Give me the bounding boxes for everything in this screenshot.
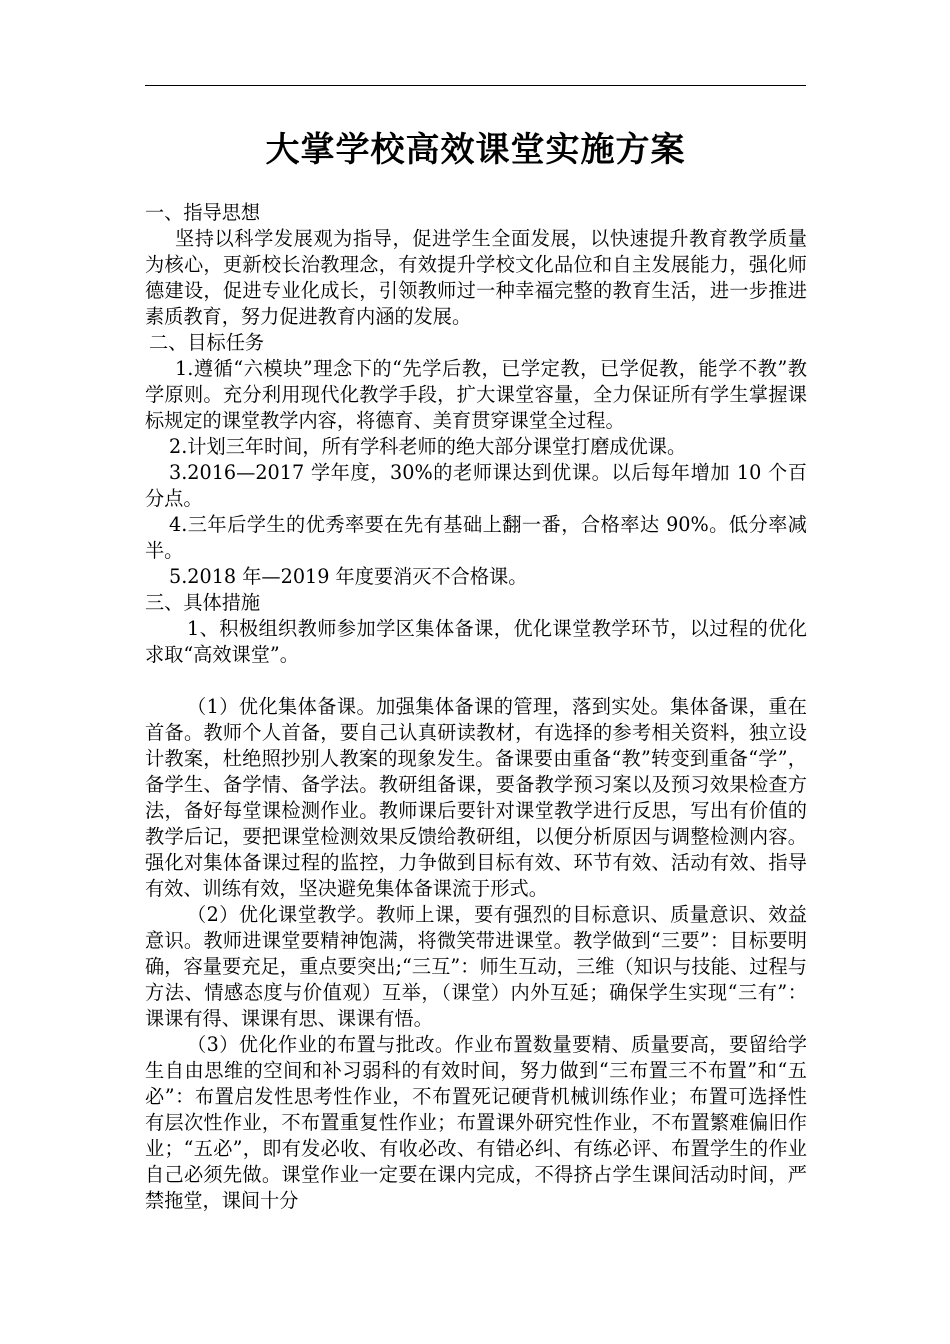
goal-item-4: 4.三年后学生的优秀率要在先有基础上翻一番，合格率达 90%。低分率减半。 bbox=[145, 513, 807, 562]
paragraph-guiding-ideology: 坚持以科学发展观为指导，促进学生全面发展，以快速提升教育教学质量为核心，更新校长治教理念，有效提升学校文化品位和自主发展能力，强化师德建设，促进专业化成长，引领教师过一种幸福完整的教育生活，进一步推进素质教育，努力促进教育内涵的发展。 bbox=[145, 227, 807, 328]
document-title: 大掌学校高效课堂实施方案 bbox=[265, 130, 686, 170]
goal-item-3: 3.2016—2017 学年度，30%的老师课达到优课。以后每年增加 10 个百分点。 bbox=[145, 461, 807, 510]
measure-subitem-1: （1）优化集体备课。加强集体备课的管理，落到实处。集体备课，重在首备。教师个人首备，要自己认真研读教材，有选择的参考相关资料，独立设计教案，杜绝照抄别人教案的现象发生。备课要由重备“教”转变到重备“学”，备学生、备学情、备学法。教研组备课，要备教学预习案以及预习效果检查方法，备好每堂课检测作业。教师课后要针对课堂教学进行反思，写出有价值的教学后记，要把课堂检测效果反馈给教研组，以便分析原因与调整检测内容。强化对集体备课过程的监控，力争做到目标有效、环节有效、活动有效、指导有效、训练有效，坚决避免集体备课流于形式。 bbox=[145, 695, 807, 900]
goal-item-5: 5.2018 年—2019 年度要消灭不合格课。 bbox=[169, 565, 528, 588]
section-heading-goals: 二、目标任务 bbox=[149, 331, 265, 354]
measure-subitem-2: （2）优化课堂教学。教师上课，要有强烈的目标意识、质量意识、效益意识。教师进课堂要精神饱满，将微笑带进课堂。教学做到“三要”：目标要明确，容量要充足，重点要突出;“三互”：师生互动，三维（知识与技能、过程与方法、情感态度与价值观）互举，（课堂）内外互延；确保学生实现“三有”：课课有得、课课有思、课课有悟。 bbox=[145, 903, 807, 1030]
section-heading-measures: 三、具体措施 bbox=[145, 591, 261, 614]
header-rule bbox=[145, 85, 806, 86]
goal-item-2: 2.计划三年时间，所有学科老师的绝大部分课堂打磨成优课。 bbox=[169, 435, 687, 458]
document-body bbox=[145, 200, 807, 1214]
goal-item-1: 1.遵循“六模块”理念下的“先学后教，已学定教，已学促教，能学不教”教学原则。充分利用现代化教学手段，扩大课堂容量，全力保证所有学生掌握课标规定的课堂教学内容，将德育、美育贯穿课堂全过程。 bbox=[145, 357, 807, 432]
measure-subitem-3: （3）优化作业的布置与批改。作业布置数量要精、质量要高，要留给学生自由思维的空间和补习弱科的有效时间，努力做到“三布置三不布置”和“五必”：布置启发性思考性作业，不布置死记硬背机械训练作业；布置可选择性有层次性作业，不布置重复性作业；布置课外研究性作业，不布置繁难偏旧作业；“五必”，即有发必收、有收必改、有错必纠、有练必评、布置学生的作业自己必须先做。课堂作业一定要在课内完成，不得挤占学生课间活动时间，严禁拖堂，课间十分 bbox=[145, 1033, 807, 1212]
blank-line bbox=[145, 668, 807, 694]
measure-item-1: 1、积极组织教师参加学区集体备课，优化课堂教学环节，以过程的优化求取“高效课堂”。 bbox=[145, 617, 807, 666]
section-heading-guiding-ideology: 一、指导思想 bbox=[145, 201, 261, 224]
